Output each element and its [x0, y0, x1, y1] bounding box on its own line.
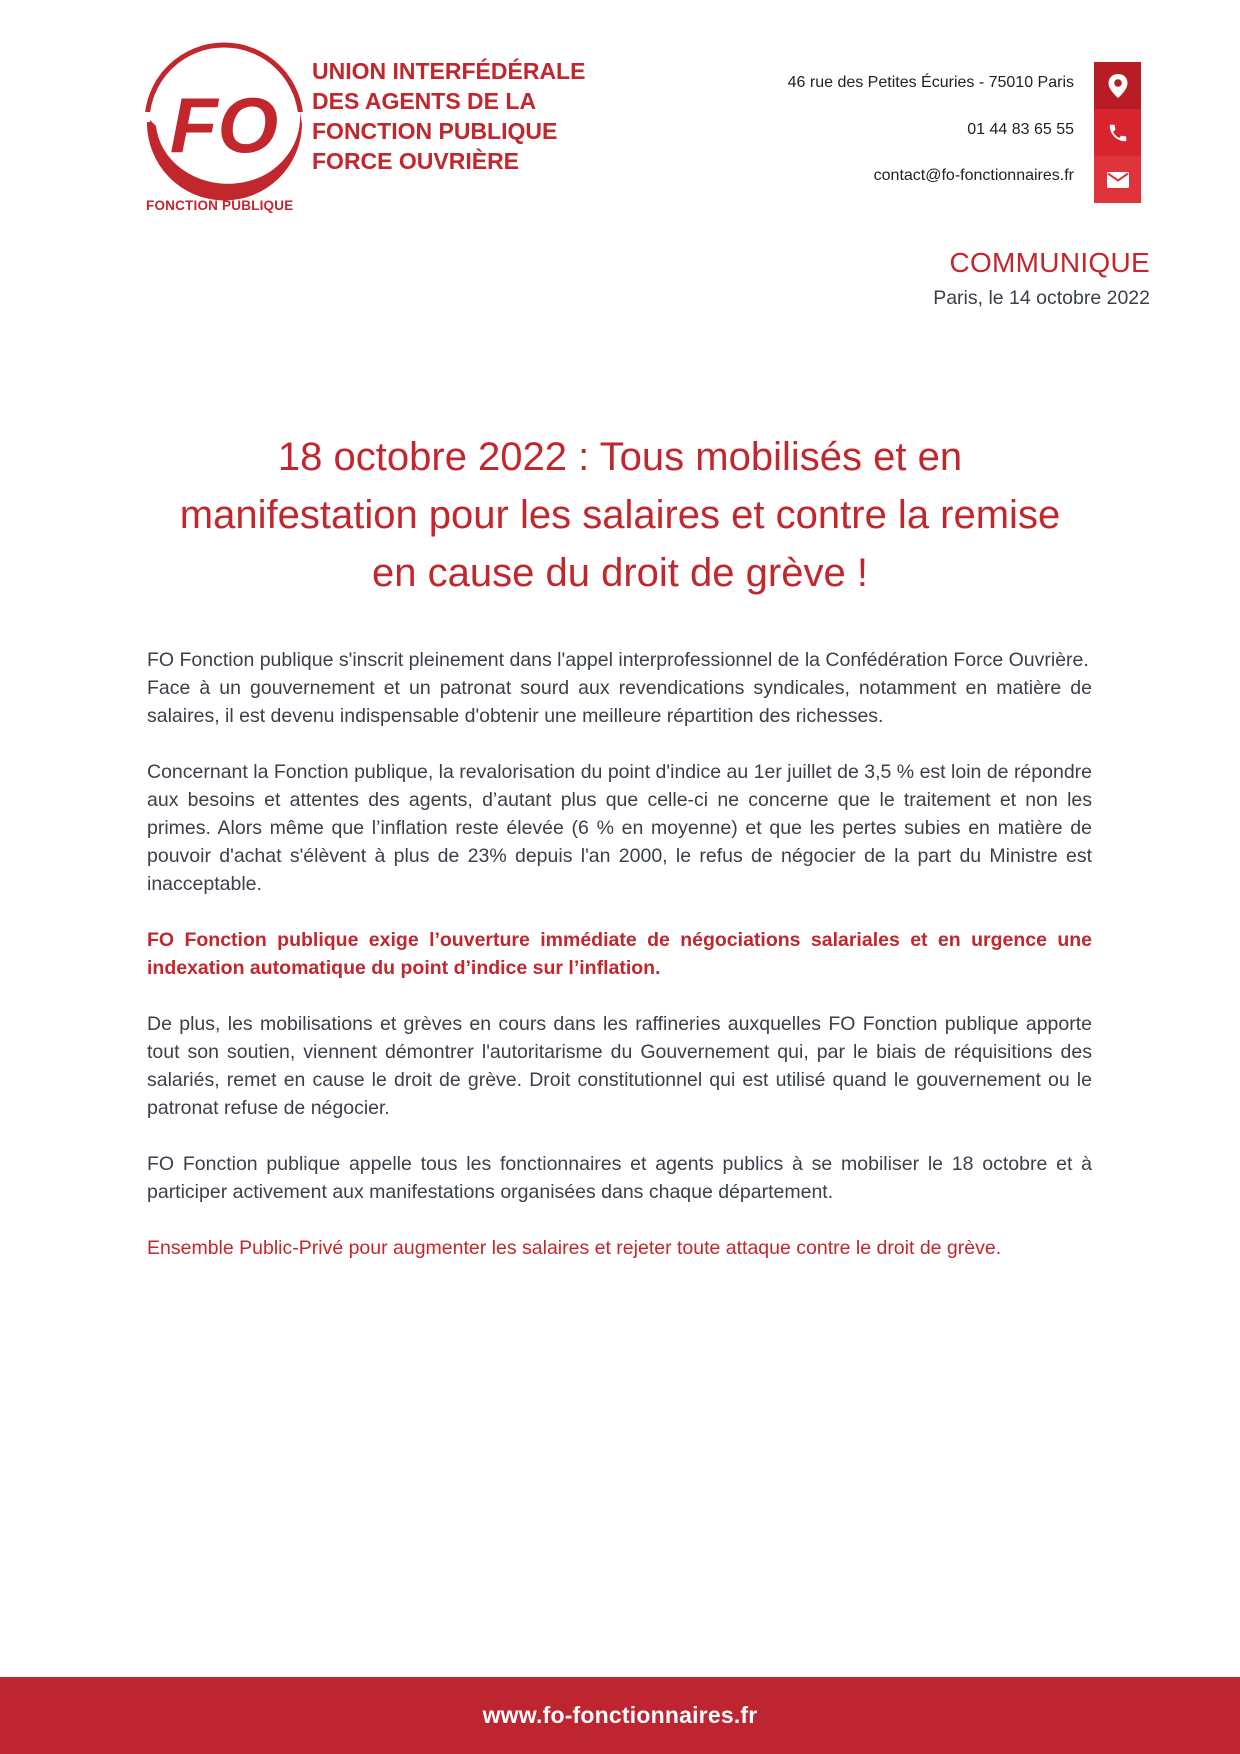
paragraph-slogan: Ensemble Public-Privé pour augmenter les salaires et rejeter toute attaque contre le droit de grève. [147, 1237, 1002, 1259]
paragraph-intro-line1: FO Fonction publique s'inscrit pleinement dans l'appel interprofessionnel de la Confédération Force Ouvrière. [147, 649, 1089, 671]
org-name-line: DES AGENTS DE LA [312, 88, 537, 114]
organization-name [312, 56, 612, 176]
paragraph-point-indice: Concernant la Fonction publique, la revalorisation du point d'indice au 1er juillet de 3,5 % est loin de répondre aux besoins et attentes des agents, d’autant plus que celle-ci ne concerne que le traitement et non les primes. Alors même que l’inflation reste élevée (6 % en moyenne) et que les pertes subies en matière de pouvoir d'achat s'élèvent à plus de 23% depuis l'an 2000, le refus de négocier de la part du Ministre est inacceptable. [147, 761, 1092, 895]
org-name-line: FORCE OUVRIÈRE [312, 148, 520, 174]
paragraph-mobilisations: De plus, les mobilisations et grèves en cours dans les raffineries auxquelles FO Fonction publique apporte tout son soutien, viennent démontrer l'autoritarisme du Gouvernement qui, par le biais de réquisitions des salariés, remet en cause le droit de grève. Droit constitutionnel qui est utilisé quand le gouvernement ou le patronat refuse de négocier. [147, 1013, 1092, 1119]
title-line: 18 octobre 2022 : Tous mobilisés et en [277, 435, 963, 479]
paragraph-intro-line2: Face à un gouvernement et un patronat sourd aux revendications syndicales, notamment en matière de salaires, il est devenu indispensable d'obtenir une meilleure répartition des richesses. [147, 677, 1092, 727]
phone-text[interactable]: 01 44 83 65 55 [967, 121, 1074, 138]
location-pin-icon [1094, 62, 1141, 109]
email-link[interactable]: contact@fo-fonctionnaires.fr [873, 167, 1074, 184]
footer-bar [0, 1677, 1240, 1754]
paragraph-intro [147, 646, 1092, 730]
fo-logo-text: FO [169, 81, 279, 169]
page-title [150, 428, 1090, 602]
fo-logo-circle-icon [142, 42, 312, 202]
document-type-label: COMMUNIQUE [949, 247, 1150, 278]
date-line: Paris, le 14 octobre 2022 [933, 287, 1150, 309]
title-line: manifestation pour les salaires et contre la remise [179, 493, 1061, 537]
website-link[interactable]: www.fo-fonctionnaires.fr [482, 1702, 758, 1728]
body-text [147, 646, 1092, 1290]
org-name-line: FONCTION PUBLIQUE [312, 118, 558, 144]
paragraph-call: FO Fonction publique appelle tous les fonctionnaires et agents publics à se mobiliser le 18 octobre et à participer activement aux manifestations organisées dans chaque département. [147, 1153, 1092, 1203]
logo-caption: FONCTION PUBLIQUE [146, 198, 294, 213]
org-name-line: UNION INTERFÉDÉRALE [312, 58, 586, 84]
title-line: en cause du droit de grève ! [372, 551, 868, 595]
fo-logo [142, 42, 312, 222]
envelope-icon [1094, 156, 1141, 203]
paragraph-demand: FO Fonction publique exige l’ouverture immédiate de négociations salariales et en urgence une indexation automatique du point d’indice sur l’inflation. [147, 929, 1092, 979]
address-text: 46 rue des Petites Écuries - 75010 Paris [787, 74, 1074, 91]
phone-icon [1094, 109, 1141, 156]
